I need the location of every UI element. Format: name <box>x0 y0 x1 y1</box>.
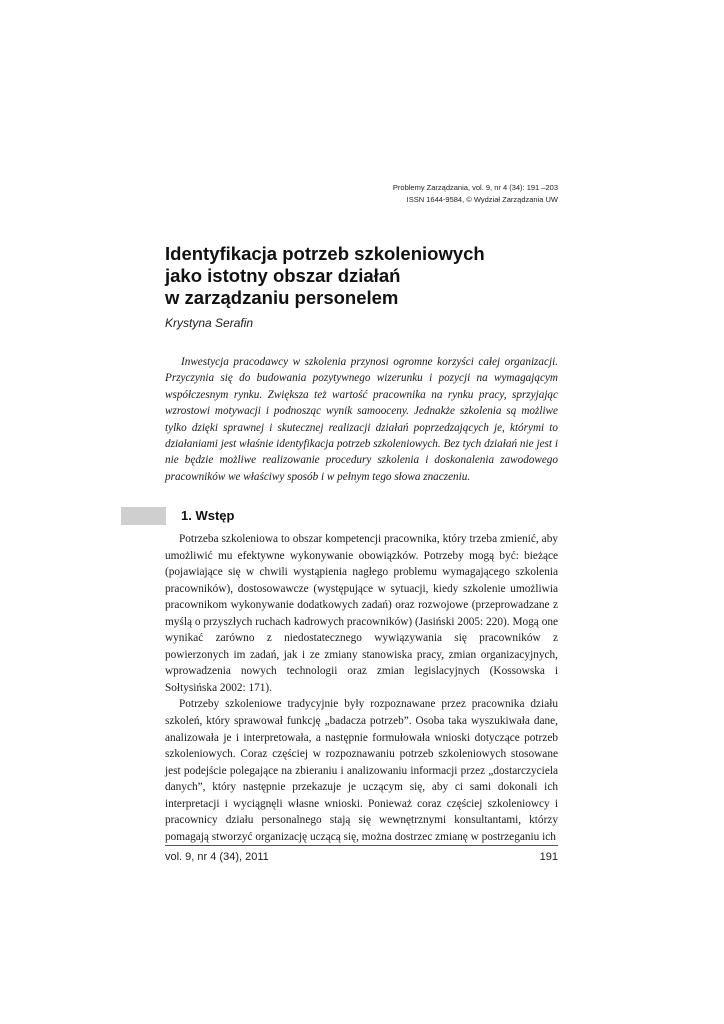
section-heading: 1. Wstęp <box>181 508 235 523</box>
journal-issn: ISSN 1644-9584, © Wydział Zarządzania UW <box>406 195 558 204</box>
abstract-text: Inwestycja pracodawcy w szkolenia przynosi ogromne korzyści całej organizacji. Przyczynia się do budowania pozytywnego wizerunku i pozycji na wymagającym współczesnym rynku. Zwiększa też wartość pracownika na rynku pracy, sprzyjając wzrostowi motywacji i podnosząc wynik samooceny. Jednakże szkolenia są możliwe tylko dzięki sprawnej i skutecznej realizacji działań poprzedzających je, którymi to działaniami jest właśnie identyfikacja potrzeb szkoleniowych. Bez tych działań nie jest i nie będzie możliwe realizowanie procedury szkolenia i doskonalenia zawodowego pracowników we właściwy sposób i w pełnym tego słowa znaczeniu. <box>165 356 558 483</box>
journal-header <box>393 182 558 206</box>
section-body <box>165 531 558 845</box>
article-title <box>165 243 585 309</box>
section-marker-bar <box>121 507 166 525</box>
article-author: Krystyna Serafin <box>165 316 254 330</box>
footer-issue: vol. 9, nr 4 (34), 2011 <box>165 851 269 863</box>
body-paragraph: Potrzeba szkoleniowa to obszar kompetencji pracownika, który trzeba zmienić, aby umożliwić mu efektywne wykonywanie obowiązków. Potrzeby mogą być: bieżące (pojawiające się w chwili wystąpienia nagłego problemu wymagającego szkolenia pracowników), dostosowawcze (występujące w sytuacji, kiedy szkolenie umożliwia pracownikom wykonywanie dodatkowych zadań) oraz rozwojowe (przeprowadzane z myślą o przyszłych ruchach kadrowych pracowników) (Jasiński 2005: 220). Mogą one wynikać zarówno z niedostatecznego wywiązywania się pracowników z powierzonych im zadań, jak i ze zmiany stanowiska pracy, zmian organizacyjnych, wprowadzenia nowych technologii oraz zmian legislacyjnych (Kossowska i Sołtysińska 2002: 171). <box>165 533 558 694</box>
article-abstract <box>165 354 558 485</box>
journal-citation: Problemy Zarządzania, vol. 9, nr 4 (34): 191 –203 <box>392 183 558 192</box>
title-line: jako istotny obszar działań <box>165 265 401 286</box>
title-line: w zarządzaniu personelem <box>165 287 399 308</box>
footer-page-number: 191 <box>539 851 558 863</box>
title-line: Identyfikacja potrzeb szkoleniowych <box>165 243 485 264</box>
body-paragraph: Potrzeby szkoleniowe tradycyjnie były rozpoznawane przez pracownika działu szkoleń, który sprawował funkcję „badacza potrzeb”. Osoba taka wyszukiwała dane, analizowała je i interpretowała, a następnie formułowała wnioski dotyczące potrzeb szkoleniowych. Coraz częściej w rozpoznawaniu potrzeb szkoleniowych stosowane jest podejście polegające na zbieraniu i analizowaniu informacji przez „dostarczyciela danych”, który następnie przekazuje je uczącym się, aby ci sami dokonali ich interpretacji i wyciągnęli własne wnioski. Ponieważ coraz częściej szkoleniowcy i pracownicy działu personalnego stają się wewnętrznymi konsultantami, którzy pomagają stworzyć organizację uczącą się, można dostrzec zmianę w postrzeganiu ich <box>165 698 558 843</box>
footer-divider <box>165 845 558 846</box>
